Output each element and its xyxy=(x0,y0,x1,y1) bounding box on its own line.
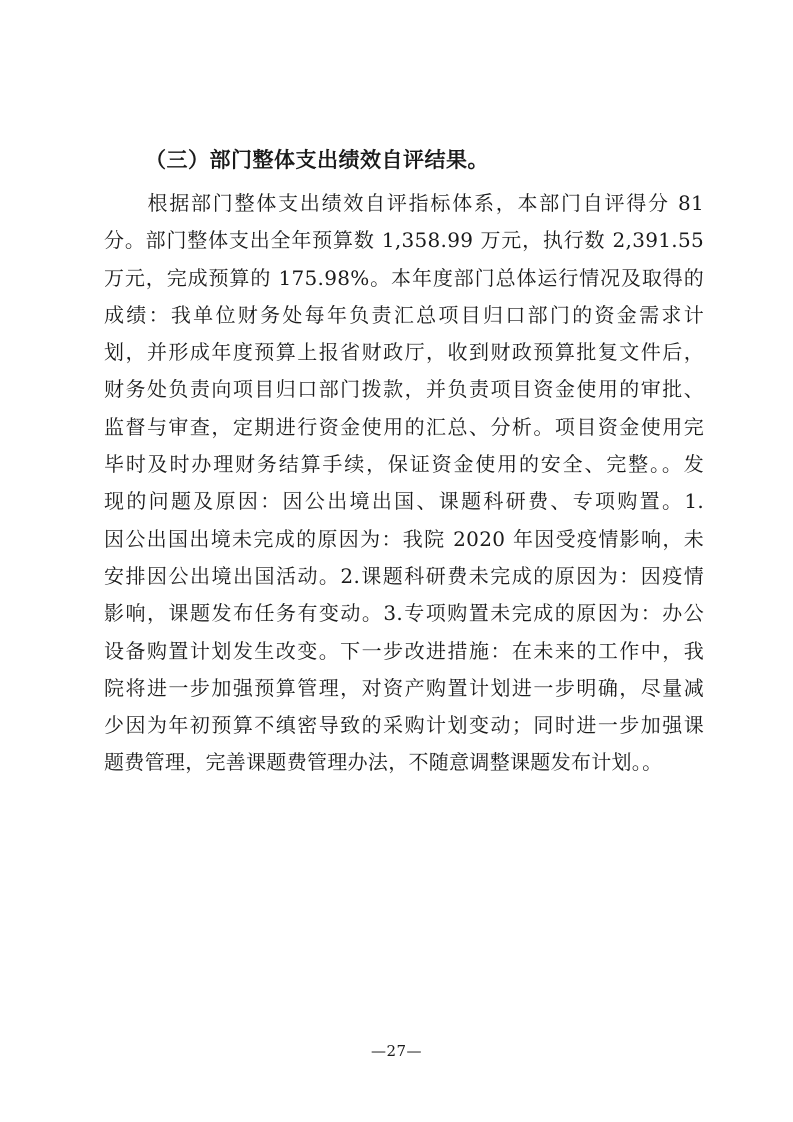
paragraph-line: 少因为年初预算不缜密导致的采购计划变动；同时进一步加强课 xyxy=(104,713,704,738)
page-number: —27— xyxy=(370,1042,423,1060)
paragraph-line: 财务处负责向项目归口部门拨款，并负责项目资金使用的审批、 xyxy=(104,377,704,402)
body-paragraph xyxy=(104,185,704,782)
paragraph-line: 根据部门整体支出绩效自评指标体系，本部门自评得分 81 xyxy=(104,191,704,215)
paragraph-line: 现的问题及原因：因公出境出国、课题科研费、专项购置。1. xyxy=(104,489,704,514)
paragraph-line: 毕时及时办理财务结算手续，保证资金使用的安全、完整。。发 xyxy=(104,452,704,477)
paragraph-line: 设备购置计划发生改变。下一步改进措施：在未来的工作中，我 xyxy=(104,638,704,663)
paragraph-line: 安排因公出境出国活动。2.课题科研费未完成的原因为：因疫情 xyxy=(104,563,704,588)
paragraph-line: 分。部门整体支出全年预算数 1,358.99 万元，执行数 2,391.55 xyxy=(104,228,704,253)
paragraph-line: 因公出国出境未完成的原因为：我院 2020 年因受疫情影响，未 xyxy=(104,526,704,551)
paragraph-line: 院将进一步加强预算管理，对资产购置计划进一步明确，尽量减 xyxy=(104,675,704,700)
paragraph-line: 影响，课题发布任务有变动。3.专项购置未完成的原因为：办公 xyxy=(104,601,704,626)
paragraph-line: 万元，完成预算的 175.98%。本年度部门总体运行情况及取得的 xyxy=(104,265,704,290)
paragraph-line: 题费管理，完善课题费管理办法，不随意调整课题发布计划。。 xyxy=(104,750,663,775)
paragraph-line: 划，并形成年度预算上报省财政厅，收到财政预算批复文件后， xyxy=(104,340,704,365)
section-heading: （三）部门整体支出绩效自评结果。 xyxy=(145,148,489,172)
paragraph-line: 成绩：我单位财务处每年负责汇总项目归口部门的资金需求计 xyxy=(104,302,704,327)
paragraph-line: 监督与审查，定期进行资金使用的汇总、分析。项目资金使用完 xyxy=(104,414,704,439)
